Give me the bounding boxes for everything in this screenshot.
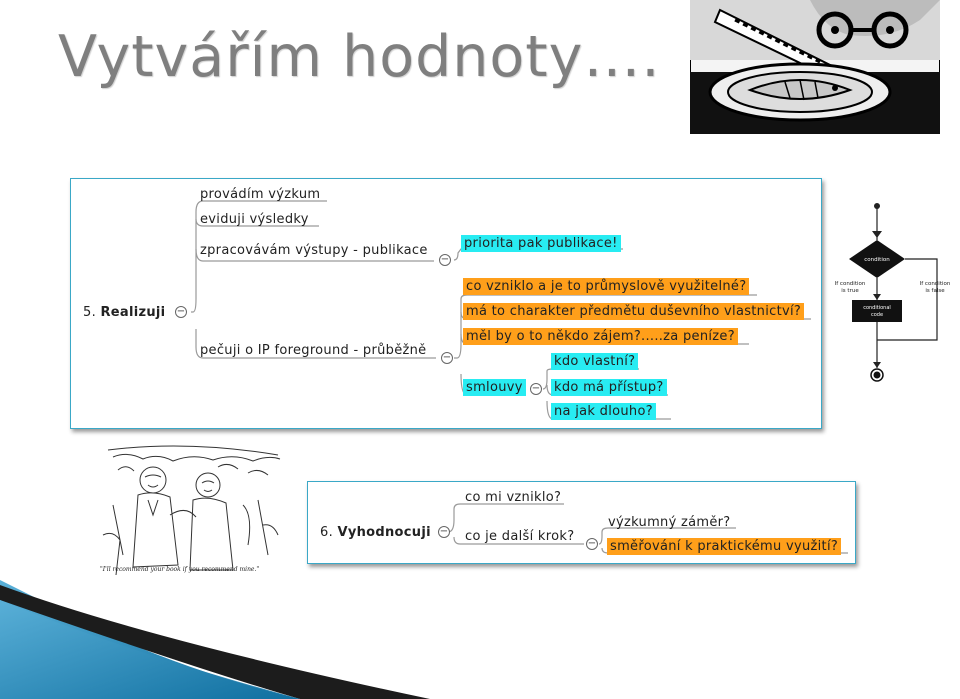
smerovani-label: směřování k praktickému využití?	[607, 538, 841, 555]
root2-number: 6.	[320, 525, 334, 540]
mindmap-realize	[70, 178, 822, 429]
collapse-toggle-b3[interactable]: −	[440, 254, 450, 265]
branch-kdo-ma-pristup	[551, 379, 667, 396]
root-number: 5.	[83, 305, 97, 320]
smlouvy-label: smlouvy	[463, 379, 526, 396]
decorative-corner-swoosh	[0, 580, 430, 699]
branch-mel-by	[463, 328, 738, 345]
co-vzniklo-label: co vzniklo a je to průmyslově využitelné?	[463, 278, 749, 295]
flow-code-text-2: code	[870, 312, 884, 318]
collapse-toggle-smlouvy[interactable]: −	[531, 383, 541, 394]
branch-pecuji: pečuji o IP foreground - průběžně	[200, 343, 427, 358]
flowchart-graphic	[832, 200, 958, 390]
branch-vyzkumny-zamer: výzkumný záměr?	[608, 515, 731, 530]
branch-co-mi-vzniklo: co mi vzniklo?	[465, 490, 562, 505]
kdo-vlastni-label: kdo vlastní?	[551, 353, 638, 370]
cocktail-party-cartoon-icon	[98, 445, 283, 580]
branch-priorita	[461, 235, 621, 252]
flow-false-label-1: If condition	[919, 281, 951, 287]
branch-co-vzniklo	[463, 278, 749, 295]
slide-title: Vytvářím hodnoty….	[58, 24, 661, 90]
flowchart-diagram	[832, 200, 958, 390]
root-node-realize	[83, 304, 165, 321]
collapse-toggle-b4[interactable]: −	[442, 352, 452, 363]
flow-false-label-2: is false	[925, 288, 945, 294]
charakter-label: má to charakter předmětu duševního vlastnictví?	[463, 303, 804, 320]
branch-kdo-vlastni	[551, 353, 638, 370]
branch-smlouvy	[463, 379, 526, 396]
branch-ma-to-charakter	[463, 303, 804, 320]
branch-co-je-dalsi: co je další krok?	[465, 529, 575, 544]
branch-zpracovavam: zpracovávám výstupy - publikace	[200, 243, 428, 258]
kdo-ma-pristup-label: kdo má přístup?	[551, 379, 667, 396]
flow-code-text-1: conditional	[863, 305, 891, 311]
collapse-toggle-dalsi[interactable]: −	[587, 538, 597, 549]
root2-label: Vyhodnocuji	[337, 525, 431, 540]
root-node-evaluate	[320, 524, 431, 541]
collapse-toggle-root[interactable]: −	[176, 306, 186, 317]
collapse-toggle-root2[interactable]: −	[439, 526, 449, 537]
root-label: Realizuji	[100, 305, 166, 320]
flow-true-label-2: is true	[841, 288, 859, 294]
priorita-label: priorita pak publikace!	[461, 235, 621, 252]
cartoon-caption: "I'll recommend your book if you recommend mine."	[100, 566, 260, 573]
mel-by-label: měl by o to někdo zájem?.....za peníze?	[463, 328, 738, 345]
flow-condition-text: condition	[864, 257, 890, 263]
branch-provadim: provádím výzkum	[200, 187, 321, 202]
flow-true-label-1: If condition	[834, 281, 866, 287]
na-jak-dlouho-label: na jak dlouho?	[551, 403, 656, 420]
mustard-tin-photo-icon	[690, 0, 940, 134]
branch-na-jak-dlouho	[551, 403, 656, 420]
branch-eviduji: eviduji výsledky	[200, 212, 309, 227]
branch-smerovani	[607, 538, 841, 555]
mindmap-evaluate	[307, 481, 856, 564]
